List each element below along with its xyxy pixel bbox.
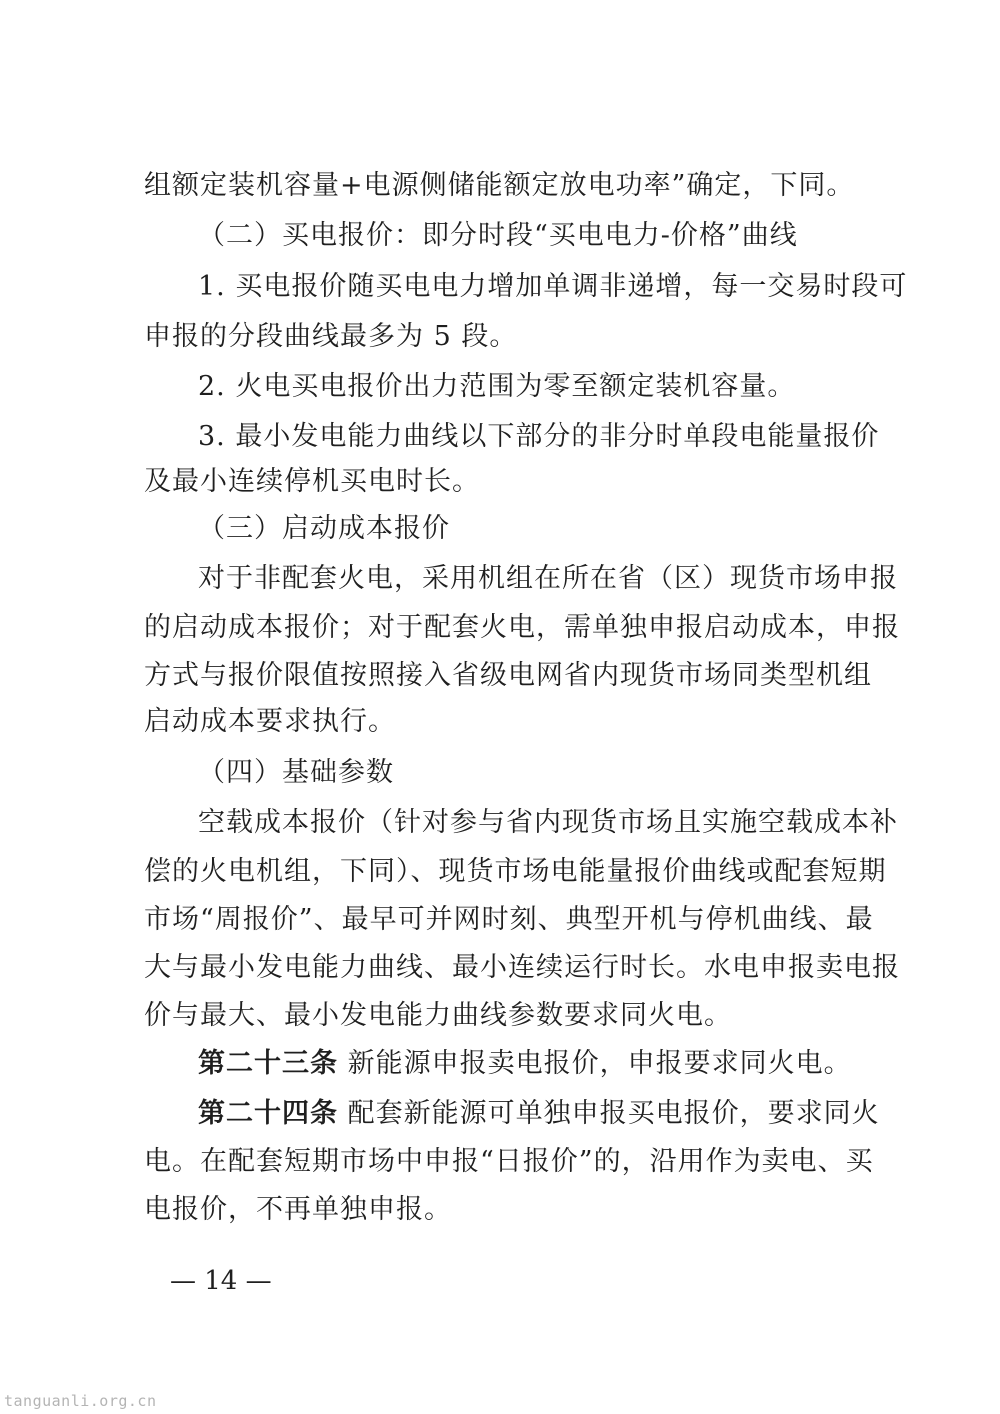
section-heading: （三）启动成本报价 — [198, 513, 450, 544]
article-title: 第二十四条 — [198, 1098, 338, 1129]
body-line: 对于非配套火电，采用机组在所在省（区）现货市场申报 — [198, 563, 898, 594]
article-text: 新能源申报卖电报价，申报要求同火电。 — [347, 1048, 852, 1079]
body-line: 价与最大、最小发电能力曲线参数要求同火电。 — [144, 1000, 732, 1031]
article-23 — [198, 1048, 864, 1080]
article-text: 配套新能源可单独申报买电报价，要求同火 — [347, 1098, 880, 1129]
body-line: 偿的火电机组，下同）、现货市场电能量报价曲线或配套短期 — [144, 856, 887, 887]
page-number: — 14 — — [170, 1266, 272, 1296]
body-line: 大与最小发电能力曲线、最小连续运行时长。水电申报卖电报 — [144, 952, 900, 983]
body-line: 市场“周报价”、最早可并网时刻、典型开机与停机曲线、最 — [144, 904, 874, 935]
body-line: 电。在配套短期市场中申报“日报价”的，沿用作为卖电、买 — [144, 1146, 874, 1177]
body-line: 2. 火电买电报价出力范围为零至额定装机容量。 — [198, 371, 796, 402]
body-line: 组额定装机容量+电源侧储能额定放电功率”确定，下同。 — [144, 170, 855, 201]
body-line: 的启动成本报价；对于配套火电，需单独申报启动成本，申报 — [144, 612, 900, 643]
body-line: 3. 最小发电能力曲线以下部分的非分时单段电能量报价 — [198, 421, 880, 452]
body-line: 申报的分段曲线最多为 5 段。 — [144, 321, 518, 352]
body-line: 启动成本要求执行。 — [144, 706, 396, 737]
body-line: 及最小连续停机买电时长。 — [144, 466, 480, 497]
article-title: 第二十三条 — [198, 1048, 338, 1079]
watermark: tanguanli.org.cn — [4, 1392, 157, 1410]
article-24 — [198, 1098, 880, 1130]
body-line: 方式与报价限值按照接入省级电网省内现货市场同类型机组 — [144, 660, 872, 691]
section-heading: （四）基础参数 — [198, 757, 394, 788]
body-line: 空载成本报价（针对参与省内现货市场且实施空载成本补 — [198, 807, 898, 838]
body-line: 1. 买电报价随买电电力增加单调非递增，每一交易时段可 — [198, 271, 908, 302]
section-heading: （二）买电报价：即分时段“买电电力-价格”曲线 — [198, 220, 798, 251]
body-line: 电报价，不再单独申报。 — [144, 1194, 452, 1225]
